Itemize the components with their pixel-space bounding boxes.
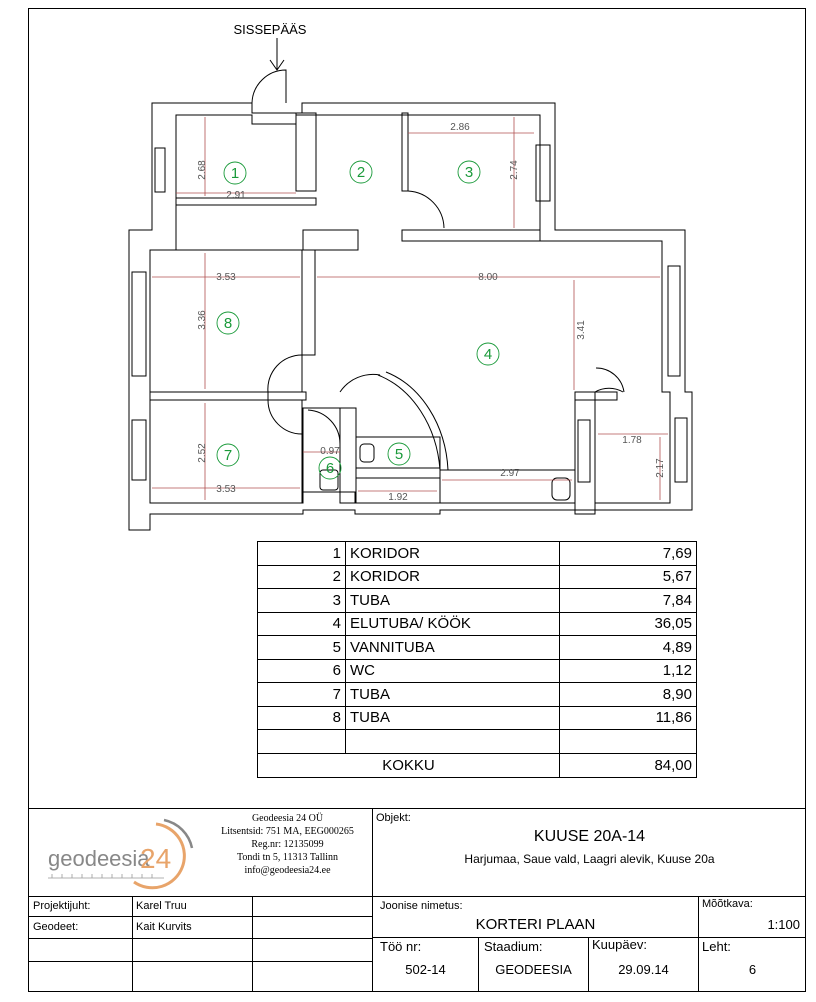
company-name: Geodeesia 24 OÜ: [251, 813, 324, 824]
dim-label: 0.97: [320, 446, 340, 457]
dim-label: 3.53: [216, 272, 236, 283]
room-number: 2: [356, 164, 366, 181]
dim-label: 2.52: [197, 443, 208, 463]
window: [132, 420, 146, 480]
dim-label: 2.86: [450, 122, 470, 133]
room-number: 6: [325, 460, 335, 477]
dim-label: 3.36: [197, 310, 208, 330]
table-row: 7 TUBA 8,90: [258, 683, 697, 707]
door-arc: [268, 400, 302, 434]
dim-label: 3.41: [576, 320, 587, 340]
room-number: 3: [464, 164, 474, 181]
window: [668, 266, 680, 376]
door-arc: [268, 355, 302, 392]
projektijuht-label: Projektijuht:: [33, 900, 91, 912]
area-table: [257, 541, 697, 778]
company-email: info@geodeesia24.ee: [244, 865, 331, 876]
dim-label: 1.78: [622, 435, 642, 446]
dim-label: 2.91: [226, 190, 246, 201]
kuupaev-label: Kuupäev:: [592, 937, 647, 952]
company-info: [205, 812, 370, 877]
company-logo: [44, 812, 204, 892]
outer-wall: [129, 103, 692, 530]
entrance-door: [252, 70, 286, 103]
door-arc: [595, 388, 623, 392]
window: [132, 272, 146, 376]
table-row: 4 ELUTUBA/ KÖÖK 36,05: [258, 612, 697, 636]
objekt-name: KUUSE 20A-14: [533, 828, 646, 845]
room-number: 5: [394, 446, 404, 463]
company-license: Litsentsid: 751 MA, EEG000265: [221, 826, 354, 837]
logo-number: 24: [140, 843, 172, 874]
dim-label: 2.17: [655, 458, 666, 478]
dim-label: 2.68: [197, 160, 208, 180]
sink: [552, 478, 570, 500]
table-row: 3 TUBA 7,84: [258, 589, 697, 613]
objekt-address: Harjumaa, Saue vald, Laagri alevik, Kuuse 20a: [464, 852, 715, 866]
room-number: 4: [483, 346, 493, 363]
leht-label: Leht:: [702, 939, 731, 954]
table-row: 5 VANNITUBA 4,89: [258, 636, 697, 660]
entrance-arrow: [270, 38, 284, 70]
room-number: 7: [223, 447, 233, 464]
table-row-empty: [258, 730, 697, 754]
staadium-value: GEODEESIA: [495, 962, 572, 977]
table-row: 2 KORIDOR 5,67: [258, 565, 697, 589]
objekt-label: Objekt:: [376, 812, 411, 824]
window: [155, 148, 165, 192]
too-label: Töö nr:: [380, 939, 422, 954]
leht-value: 6: [748, 962, 757, 977]
too-value: 502-14: [405, 962, 446, 977]
dim-label: 2.74: [509, 160, 520, 180]
projektijuht-value: Karel Truu: [136, 900, 187, 912]
mootkava-value: 1:100: [767, 917, 800, 932]
table-row: 8 TUBA 11,86: [258, 706, 697, 730]
mootkava-label: Mõõtkava:: [702, 898, 753, 910]
geodeet-value: Kait Kurvits: [136, 921, 192, 933]
table-total-row: KOKKU 84,00: [258, 753, 697, 777]
wall-segment: [296, 113, 316, 191]
dim-label: 2.97: [500, 468, 520, 479]
company-address: Tondi tn 5, 11313 Tallinn: [236, 852, 339, 863]
geodeet-label: Geodeet:: [33, 921, 79, 933]
dim-label: 1.92: [388, 492, 408, 503]
dim-label: 8.00: [478, 272, 498, 283]
door-arc: [340, 374, 380, 392]
entrance-label: SISSEPÄÄS: [233, 22, 307, 37]
company-reg: Reg.nr: 12135099: [251, 839, 324, 850]
kuupaev-value: 29.09.14: [618, 962, 669, 977]
joonise-label: Joonise nimetus:: [380, 900, 463, 912]
joonise-value: KORTERI PLAAN: [475, 916, 596, 933]
sink: [360, 444, 374, 462]
logo-text: geodeesia: [48, 846, 150, 871]
door-arc: [408, 191, 444, 228]
window: [578, 420, 590, 482]
room-number: 8: [223, 315, 233, 332]
inner-wall: [150, 115, 670, 503]
dim-label: 3.53: [216, 484, 236, 495]
room-number: 1: [230, 165, 240, 182]
table-row: 6 WC 1,12: [258, 659, 697, 683]
window: [675, 418, 687, 482]
staadium-label: Staadium:: [484, 939, 543, 954]
door-arc: [308, 410, 340, 444]
window: [536, 145, 550, 201]
shower-curve: [378, 375, 440, 470]
table-row: 1 KORIDOR 7,69: [258, 542, 697, 566]
